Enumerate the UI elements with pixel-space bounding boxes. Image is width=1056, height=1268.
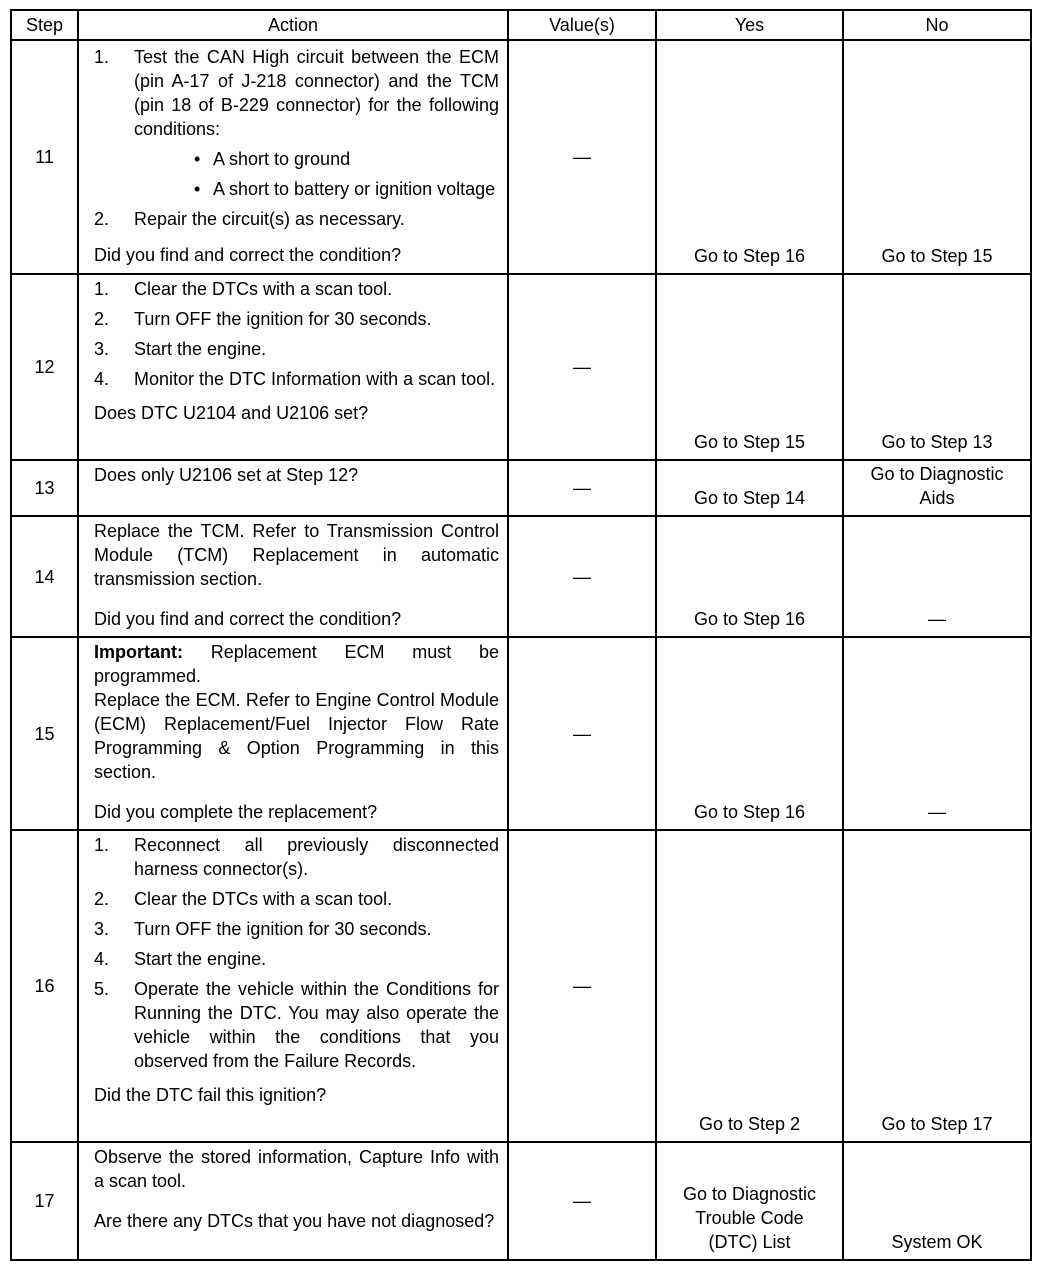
condition-list bbox=[134, 147, 499, 201]
diagnostic-table bbox=[10, 9, 1032, 1261]
value-cell: — bbox=[508, 40, 656, 274]
action-step: 4. Start the engine. bbox=[94, 949, 267, 969]
action-text: Replace the ECM. Refer to Engine Control Module (ECM) Replacement/Fuel Injector Flow Rate Programming & Option Programming in this section. bbox=[94, 690, 499, 782]
no-cell: — bbox=[843, 637, 1031, 830]
no-cell: Go to Step 13 bbox=[843, 274, 1031, 460]
action-question: Does DTC U2104 and U2106 set? bbox=[94, 403, 369, 423]
important-note bbox=[94, 640, 499, 688]
action-cell bbox=[78, 274, 508, 460]
action-steps bbox=[94, 277, 499, 391]
action-step: 2. Turn OFF the ignition for 30 seconds. bbox=[94, 309, 432, 329]
action-text: Replace the TCM. Refer to Transmission Control Module (TCM) Replacement in automatic transmission section. bbox=[94, 521, 499, 589]
table-row bbox=[11, 274, 1031, 460]
important-text: Replacement ECM must be programmed. bbox=[94, 642, 499, 686]
table-row bbox=[11, 460, 1031, 516]
header-yes: Yes bbox=[656, 10, 843, 40]
action-step: 1. Reconnect all previously disconnected harness connector(s). bbox=[94, 835, 499, 879]
step-number: 13 bbox=[11, 460, 78, 516]
action-step: 1. Clear the DTCs with a scan tool. bbox=[94, 279, 393, 299]
header-no: No bbox=[843, 10, 1031, 40]
table-row bbox=[11, 830, 1031, 1142]
action-step: 2. Clear the DTCs with a scan tool. bbox=[94, 889, 393, 909]
no-cell: Go to Diagnostic Aids bbox=[843, 460, 1031, 516]
action-cell bbox=[78, 830, 508, 1142]
action-cell bbox=[78, 460, 508, 516]
action-step: 3. Start the engine. bbox=[94, 339, 267, 359]
table-row bbox=[11, 40, 1031, 274]
no-cell: Go to Step 15 bbox=[843, 40, 1031, 274]
action-question: Did you find and correct the condition? bbox=[94, 245, 402, 265]
action-steps bbox=[94, 833, 499, 1073]
action-cell bbox=[78, 40, 508, 274]
condition-item: • A short to ground bbox=[134, 147, 499, 171]
yes-cell: Go to Step 14 bbox=[656, 460, 843, 516]
yes-cell: Go to Step 2 bbox=[656, 830, 843, 1142]
no-cell: Go to Step 17 bbox=[843, 830, 1031, 1142]
action-step: 3. Turn OFF the ignition for 30 seconds. bbox=[94, 919, 432, 939]
action-question: Did the DTC fail this ignition? bbox=[94, 1085, 327, 1105]
step-number: 11 bbox=[11, 40, 78, 274]
action-steps bbox=[94, 45, 499, 231]
value-cell: — bbox=[508, 460, 656, 516]
condition-item: • A short to battery or ignition voltage bbox=[134, 177, 499, 201]
no-cell: System OK bbox=[843, 1142, 1031, 1260]
header-step: Step bbox=[11, 10, 78, 40]
header-row bbox=[11, 10, 1031, 40]
action-step: 1. Test the CAN High circuit between the ECM (pin A-17 of J-218 connector) and the TCM (pin 18 of B-229 connector) for the following conditions: • A short to ground • A short to battery or ignition voltage bbox=[94, 45, 499, 201]
value-cell: — bbox=[508, 830, 656, 1142]
action-step: 4. Monitor the DTC Information with a scan tool. bbox=[94, 369, 496, 389]
value-cell: — bbox=[508, 516, 656, 637]
action-question: Are there any DTCs that you have not diagnosed? bbox=[94, 1211, 495, 1231]
header-values: Value(s) bbox=[508, 10, 656, 40]
yes-cell: Go to Diagnostic Trouble Code (DTC) List bbox=[656, 1142, 843, 1260]
step-number: 17 bbox=[11, 1142, 78, 1260]
action-question: Does only U2106 set at Step 12? bbox=[94, 465, 359, 485]
yes-cell: Go to Step 16 bbox=[656, 40, 843, 274]
action-question: Did you complete the replacement? bbox=[94, 802, 378, 822]
step-number: 16 bbox=[11, 830, 78, 1142]
value-cell: — bbox=[508, 274, 656, 460]
action-question: Did you find and correct the condition? bbox=[94, 609, 402, 629]
header-action: Action bbox=[78, 10, 508, 40]
value-cell: — bbox=[508, 1142, 656, 1260]
action-step: 2. Repair the circuit(s) as necessary. bbox=[94, 209, 405, 229]
action-cell bbox=[78, 637, 508, 830]
action-cell bbox=[78, 1142, 508, 1260]
action-text: Observe the stored information, Capture Info with a scan tool. bbox=[94, 1147, 499, 1191]
yes-cell: Go to Step 15 bbox=[656, 274, 843, 460]
table-row bbox=[11, 516, 1031, 637]
no-cell: — bbox=[843, 516, 1031, 637]
yes-cell: Go to Step 16 bbox=[656, 637, 843, 830]
important-label: Important: bbox=[94, 642, 183, 662]
yes-cell: Go to Step 16 bbox=[656, 516, 843, 637]
action-cell bbox=[78, 516, 508, 637]
step-number: 12 bbox=[11, 274, 78, 460]
table-row bbox=[11, 637, 1031, 830]
step-number: 15 bbox=[11, 637, 78, 830]
step-number: 14 bbox=[11, 516, 78, 637]
action-step: 5. Operate the vehicle within the Conditions for Running the DTC. You may also operate the vehicle within the conditions that you observed from the Failure Records. bbox=[94, 979, 499, 1071]
table-row bbox=[11, 1142, 1031, 1260]
value-cell: — bbox=[508, 637, 656, 830]
